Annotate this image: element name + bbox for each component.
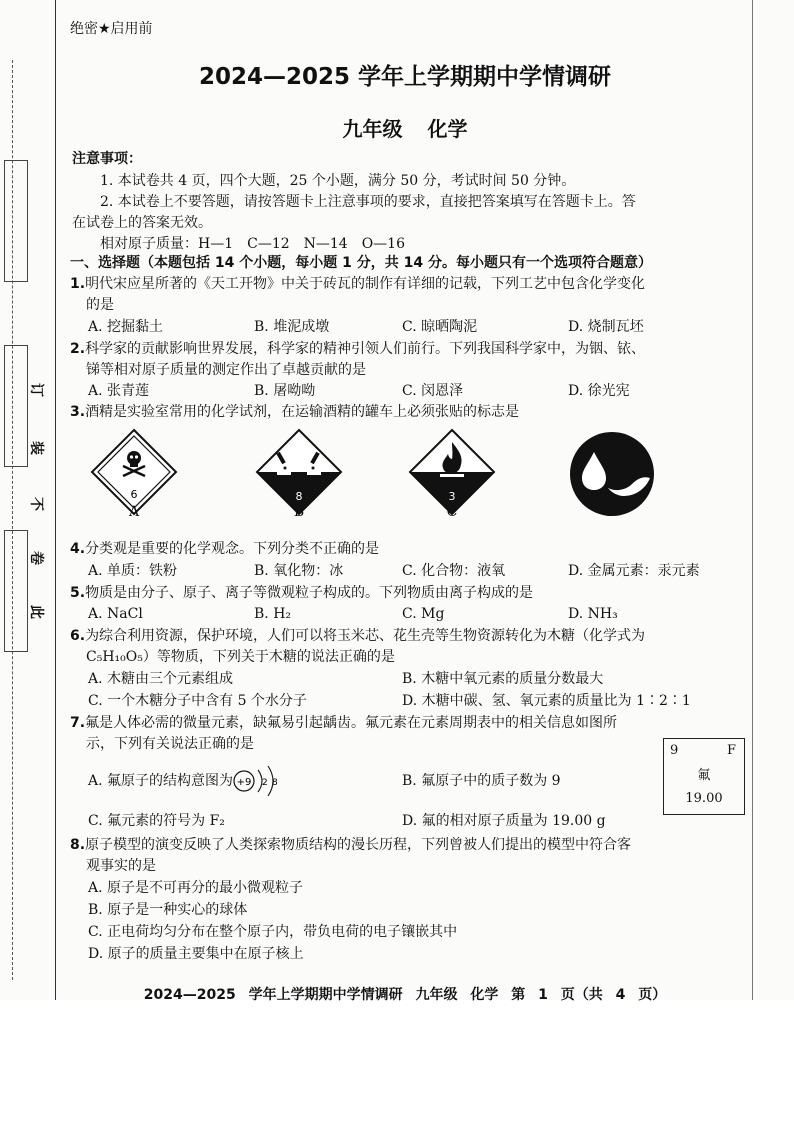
question-6-option-c[interactable]: C. 一个木糖分子中含有 5 个水分子 [88,693,307,709]
question-3-option-a[interactable]: A [128,504,140,520]
sign-c-number: 3 [448,490,456,503]
element-symbol: F [726,743,736,758]
shell-1-count: 2 [262,778,268,788]
question-3-option-b[interactable]: B [293,504,305,520]
question-4-option-a[interactable]: A. 单质：铁粉 [88,563,178,579]
shell-2-count: 8 [272,778,278,788]
question-3-option-d[interactable]: D [606,504,618,520]
question-6-option-d[interactable]: D. 木糖中碳、氢、氧元素的质量比为 1∶2∶1 [402,693,691,709]
sign-b-number: 8 [295,490,303,503]
question-5-stem: 5.物质是由分子、原子、离子等微观粒子构成的。下列物质由离子构成的是 [70,585,534,601]
question-6-stem: 6.为综合利用资源，保护环境，人们可以将玉米芯、花生壳等生物资源转化为木糖（化学式为 [70,628,646,644]
question-2-option-d[interactable]: D. 徐光宪 [568,383,630,399]
fluorine-element-cell [663,738,745,815]
question-7-option-d[interactable]: D. 氟的相对原子质量为 19.00 g [402,813,606,829]
question-5-option-b[interactable]: B. H₂ [254,606,292,622]
question-7-stem: 7.氟是人体必需的微量元素，缺氟易引起龋齿。氟元素在元素周期表中的相关信息如图所 [70,715,618,731]
binding-char: 不 [28,497,44,511]
question-8-stem: 8.原子模型的演变反映了人类探索物质结构的漫长历程，下列曾被人们提出的模型中符合客 [70,837,632,853]
question-2-stem: 2.科学家的贡献影响世界发展，科学家的精神引领人们前行。下列我国科学家中，为铟、铱、 [70,341,646,357]
question-4-stem: 4.分类观是重要的化学观念。下列分类不正确的是 [70,541,380,557]
question-6-option-a[interactable]: A. 木糖由三个元素组成 [88,671,234,687]
atomic-mass-line: 相对原子质量：H—1 C—12 N—14 O—16 [100,236,405,252]
binding-field-box [4,160,28,282]
binding-char: 卷 [28,551,44,565]
corrosive-sign-icon[interactable] [255,428,343,516]
question-3-option-c[interactable]: C [446,504,458,520]
question-2-option-b[interactable]: B. 屠呦呦 [254,383,316,399]
atomic-mass: 19.00 [685,791,723,806]
question-6-option-b[interactable]: B. 木糖中氧元素的质量分数最大 [402,671,604,687]
note-item: 2. 本试卷上不要答题，请按答题卡上注意事项的要求，直接把答案填写在答题卡上。答 [100,194,636,210]
section-heading: 一、选择题（本题包括 14 个小题，每小题 1 分，共 14 分。每小题只有一个选项符合题意） [70,255,652,271]
atomic-number: 9 [670,743,679,758]
question-5-option-a[interactable]: A. NaCl [88,606,143,622]
question-1-option-d[interactable]: D. 烧制瓦坯 [568,319,644,335]
question-1-stem: 1.明代宋应星所著的《天工开物》中关于砖瓦的制作有详细的记载，下列工艺中包含化学变化 [70,276,646,292]
question-8-option-b[interactable]: B. 原子是一种实心的球体 [88,902,248,918]
element-name: 氟 [697,768,711,783]
sign-a-number: 6 [130,488,138,501]
question-5-option-d[interactable]: D. NH₃ [568,606,618,622]
question-4-option-b[interactable]: B. 氧化物：冰 [254,563,344,579]
binding-field-box [4,530,28,652]
exam-title: 2024—2025 学年上学期期中学情调研 [198,64,612,90]
binding-char: 装 [28,441,44,455]
notes-heading: 注意事项： [72,151,142,167]
question-4-option-d[interactable]: D. 金属元素：汞元素 [568,563,700,579]
note-item: 1. 本试卷共 4 页，四个大题，25 个小题，满分 50 分，考试时间 50 分钟。 [100,173,576,189]
question-7-option-b[interactable]: B. 氟原子中的质子数为 9 [402,773,561,789]
question-4-option-c[interactable]: C. 化合物：液氧 [402,563,506,579]
question-8-option-a[interactable]: A. 原子是不可再分的最小微观粒子 [88,880,304,896]
page-footer: 2024—2025 学年上学期期中学情调研 九年级 化学 第 1 页（共 4 页） [143,987,667,1003]
nucleus-label: +9 [236,777,252,788]
secret-label: 绝密★启用前 [70,21,153,37]
question-8-option-d[interactable]: D. 原子的质量主要集中在原子核上 [88,946,304,962]
binding-field-box [4,345,28,467]
question-2-option-c[interactable]: C. 闵恩泽 [402,383,464,399]
question-7-stem-cont: 示，下列有关说法正确的是 [86,736,254,752]
question-3-stem: 3.酒精是实验室常用的化学试剂，在运输酒精的罐车上必须张贴的标志是 [70,404,520,420]
question-6-stem-cont: C₅H₁₀O₅）等物质，下列关于木糖的说法正确的是 [86,649,395,665]
binding-char: 此 [28,605,44,619]
question-2-stem-cont: 锑等相对原子质量的测定作出了卓越贡献的是 [86,362,366,378]
question-1-stem-cont: 的是 [86,297,114,313]
question-8-option-c[interactable]: C. 正电荷均匀分布在整个原子内，带负电荷的电子镶嵌其中 [88,924,458,940]
question-8-stem-cont: 观事实的是 [86,858,156,874]
exam-subtitle: 九年级 化学 [342,117,468,141]
toxic-sign-icon[interactable] [90,428,178,516]
question-7-option-a[interactable]: A. 氟原子的结构意图为 [88,773,234,789]
question-1-option-c[interactable]: C. 晾晒陶泥 [402,319,478,335]
question-7-option-c[interactable]: C. 氟元素的符号为 F₂ [88,813,225,829]
binding-char: 订 [28,383,44,397]
question-1-option-b[interactable]: B. 堆泥成墩 [254,319,330,335]
atom-structure-diagram [232,762,298,802]
question-5-option-c[interactable]: C. Mg [402,606,445,622]
flammable-sign-icon[interactable] [408,428,496,516]
note-item: 在试卷上的答案无效。 [72,215,212,231]
binding-margin [0,0,60,1000]
question-2-option-a[interactable]: A. 张青莲 [88,383,150,399]
question-1-option-a[interactable]: A. 挖掘黏土 [88,319,164,335]
